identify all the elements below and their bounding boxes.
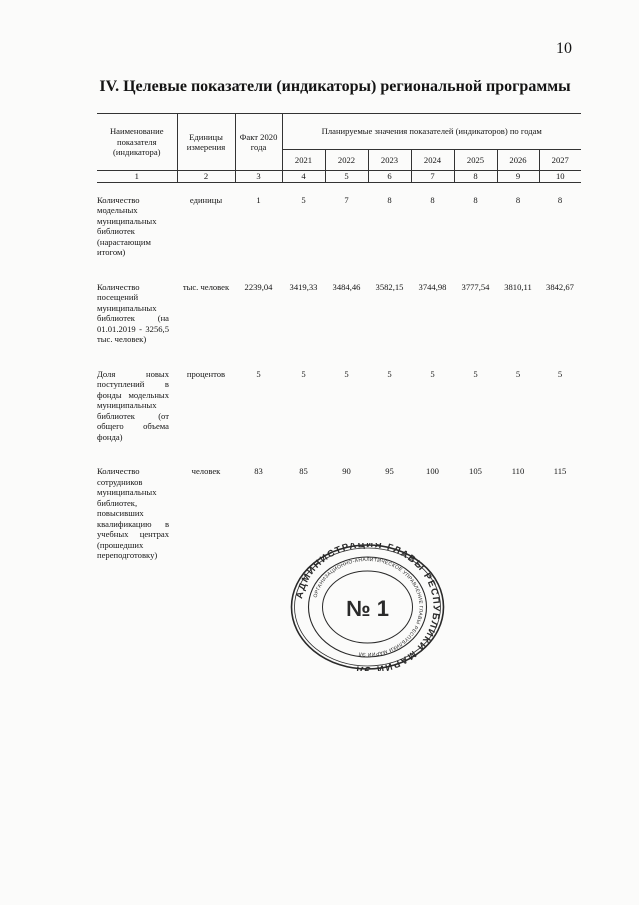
indicator-value: 5 (301, 368, 306, 379)
indicator-value: 5 (430, 368, 435, 379)
indicator-value: 5 (473, 368, 478, 379)
indicator-value: 5 (557, 368, 563, 379)
indicator-value: 3810,11 (504, 281, 532, 292)
indicator-value: 8 (515, 195, 521, 205)
indicator-value: 3419,33 (289, 281, 318, 292)
indicator-name: Доля новых поступлений в фонды модельных муниципальных библиотек (от общего объема фонда) (97, 368, 169, 442)
header-year: 2022 (325, 150, 368, 171)
indicator-value: 90 (342, 466, 351, 477)
header-unit: Единицы измерения (177, 114, 235, 171)
stamp-outer-text: АДМИНИСТРАЦИЯ ГЛАВЫ РЕСПУБЛИКИ МАРИЙ ЭЛ (294, 543, 442, 671)
column-number: 10 (539, 171, 581, 183)
header-year: 2026 (497, 150, 539, 171)
column-number: 2 (177, 171, 235, 183)
indicator-value: 3777,54 (461, 281, 490, 292)
indicator-value: 5 (301, 195, 306, 205)
column-number: 4 (282, 171, 325, 183)
official-stamp (290, 543, 445, 671)
stamp-center-number: № 1 (346, 596, 389, 621)
column-number: 5 (325, 171, 368, 183)
column-number: 7 (411, 171, 454, 183)
stamp-inner-text: ОРГАНИЗАЦИОННО-АНАЛИТИЧЕСКОЕ УПРАВЛЕНИЕ ГЛАВЫ РЕСПУБЛИКИ МАРИЙ ЭЛ (312, 556, 424, 658)
indicator-value: 5 (387, 368, 392, 379)
indicator-value: 8 (430, 195, 435, 205)
indicator-value: 3484,46 (332, 281, 361, 292)
indicator-unit: человек (191, 466, 221, 477)
column-number: 6 (368, 171, 411, 183)
indicator-value: 105 (469, 466, 482, 477)
indicator-value: 5 (515, 368, 521, 379)
indicator-fact: 5 (256, 368, 261, 379)
header-planned: Планируемые значения показателей (индикаторов) по годам (282, 114, 581, 150)
indicator-unit: тыс. человек (182, 281, 230, 292)
column-number: 3 (235, 171, 282, 183)
indicator-unit: единицы (189, 195, 223, 205)
header-year: 2025 (454, 150, 497, 171)
page-number: 10 (556, 40, 572, 57)
indicator-name: Количество посещений муниципальных библиотек (на 01.01.2019 - 3256,5 тыс. человек) (97, 281, 169, 345)
indicator-value: 115 (553, 466, 567, 477)
header-year: 2024 (411, 150, 454, 171)
table-row (97, 357, 581, 454)
indicator-value: 8 (387, 195, 392, 205)
header-name: Наименование показателя (индикатора) (97, 114, 177, 171)
column-number: 9 (497, 171, 539, 183)
indicator-value: 110 (511, 466, 525, 477)
indicator-unit: процентов (186, 368, 226, 379)
column-number: 1 (97, 171, 177, 183)
header-year: 2027 (539, 150, 581, 171)
indicator-value: 100 (426, 466, 439, 477)
header-year: 2023 (368, 150, 411, 171)
table-row (97, 183, 581, 270)
indicator-value: 8 (557, 195, 563, 205)
indicator-value: 8 (473, 195, 478, 205)
header-year: 2021 (282, 150, 325, 171)
indicator-fact: 1 (256, 195, 261, 205)
indicator-fact: 83 (254, 466, 263, 477)
table-row (97, 270, 581, 357)
section-heading: IV. Целевые показатели (индикаторы) региональной программы (99, 78, 571, 95)
indicator-value: 3842,67 (546, 281, 574, 292)
indicator-name: Количество модельных муниципальных библиотек (нарастающим итогом) (97, 195, 157, 258)
header-fact: Факт 2020 года (235, 114, 282, 171)
indicator-fact: 2239,04 (244, 281, 273, 292)
indicator-value: 85 (299, 466, 308, 477)
indicator-value: 3582,15 (375, 281, 404, 292)
indicator-value: 95 (385, 466, 394, 477)
indicator-value: 5 (344, 368, 349, 379)
indicators-table-container (97, 113, 581, 573)
indicator-name: Количество сотрудников муниципальных библиотек, повысивших квалификацию в учебных центрах (прошедших переподготовку) (97, 466, 169, 561)
column-number: 8 (454, 171, 497, 183)
indicator-value: 3744,98 (418, 281, 447, 292)
indicators-table (97, 113, 581, 573)
stamp-seal (290, 543, 445, 671)
indicator-value: 7 (344, 195, 349, 205)
